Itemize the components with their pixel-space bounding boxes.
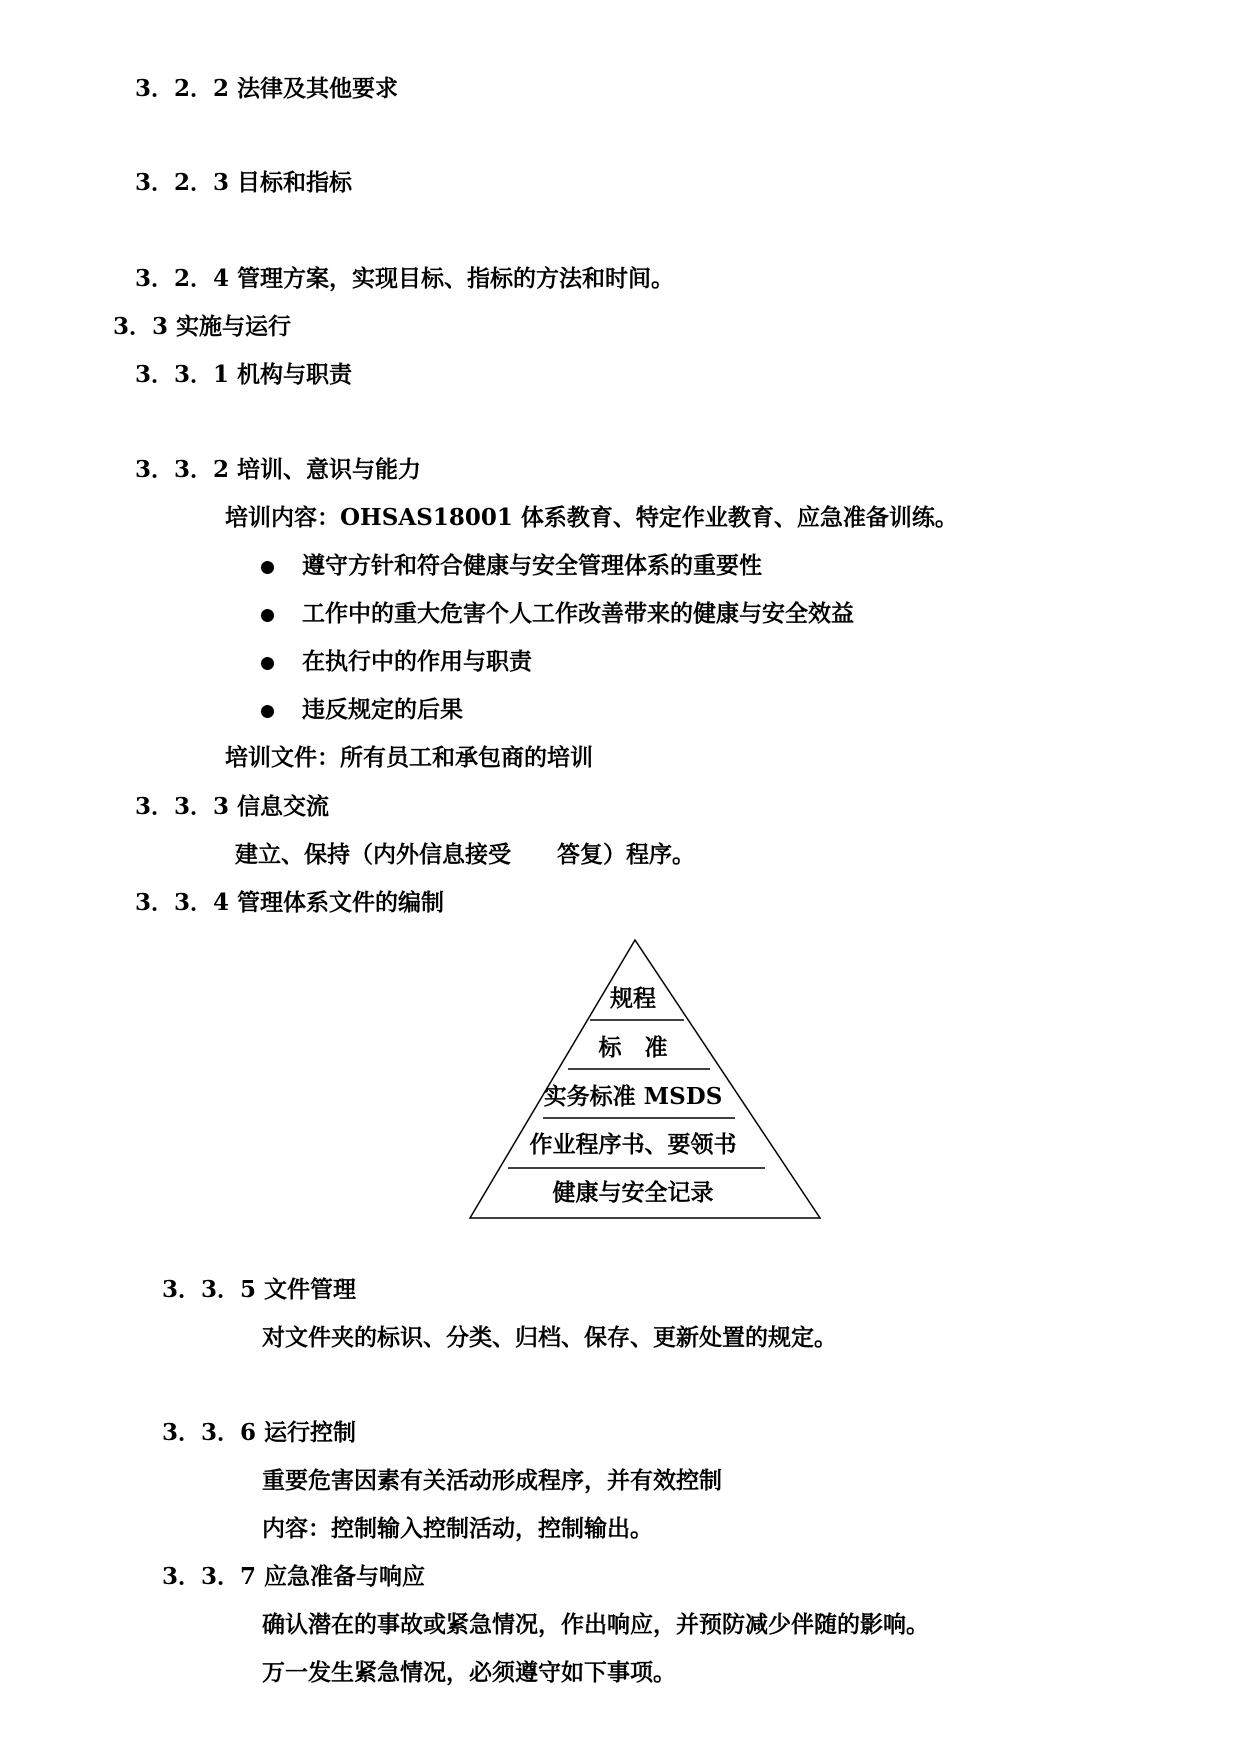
- pyramid-level-3: 实务标准 MSDS: [543, 1083, 723, 1110]
- pyramid-level-5: 健康与安全记录: [552, 1179, 714, 1206]
- heading-3-3-5: 3．3．5 文件管理: [162, 1276, 357, 1303]
- heading-3-3-2: 3．3．2 培训、意识与能力: [135, 456, 422, 483]
- operation-control-text-2: 内容：控制输入控制活动，控制输出。: [262, 1515, 653, 1542]
- pyramid-outline: [470, 940, 820, 1218]
- heading-3-2-3: 3．2．3 目标和指标: [135, 169, 353, 196]
- bullet-item-3: 在执行中的作用与职责: [302, 648, 532, 675]
- bullet-item-1: 遵守方针和符合健康与安全管理体系的重要性: [302, 552, 762, 579]
- communication-text: 建立、保持（内外信息接受 答复）程序。: [235, 841, 695, 868]
- document-control-text: 对文件夹的标识、分类、归档、保存、更新处置的规定。: [262, 1324, 837, 1351]
- heading-3-3-6: 3．3．6 运行控制: [162, 1419, 357, 1446]
- heading-3-3-1: 3．3．1 机构与职责: [135, 361, 353, 388]
- pyramid-level-2: 标 准: [598, 1034, 668, 1061]
- emergency-text-1: 确认潜在的事故或紧急情况，作出响应，并预防减少伴随的影响。: [262, 1611, 929, 1638]
- bullet-item-4: 违反规定的后果: [302, 696, 463, 723]
- heading-3-3: 3．3 实施与运行: [113, 313, 292, 340]
- bullet-item-2: 工作中的重大危害个人工作改善带来的健康与安全效益: [302, 600, 854, 627]
- pyramid-level-1: 规程: [610, 985, 656, 1012]
- heading-3-3-7: 3．3．7 应急准备与响应: [162, 1563, 426, 1590]
- training-documents: 培训文件：所有员工和承包商的培训: [225, 744, 593, 771]
- training-content: 培训内容：OHSAS18001 体系教育、特定作业教育、应急准备训练。: [225, 504, 958, 531]
- heading-3-3-3: 3．3．3 信息交流: [135, 793, 330, 820]
- operation-control-text-1: 重要危害因素有关活动形成程序，并有效控制: [262, 1467, 722, 1494]
- heading-3-3-4: 3．3．4 管理体系文件的编制: [135, 889, 445, 916]
- heading-3-2-2: 3．2．2 法律及其他要求: [135, 75, 399, 102]
- heading-3-2-4: 3．2．4 管理方案，实现目标、指标的方法和时间。: [135, 265, 675, 292]
- emergency-text-2: 万一发生紧急情况，必须遵守如下事项。: [262, 1659, 676, 1686]
- pyramid-level-4: 作业程序书、要领书: [529, 1131, 737, 1158]
